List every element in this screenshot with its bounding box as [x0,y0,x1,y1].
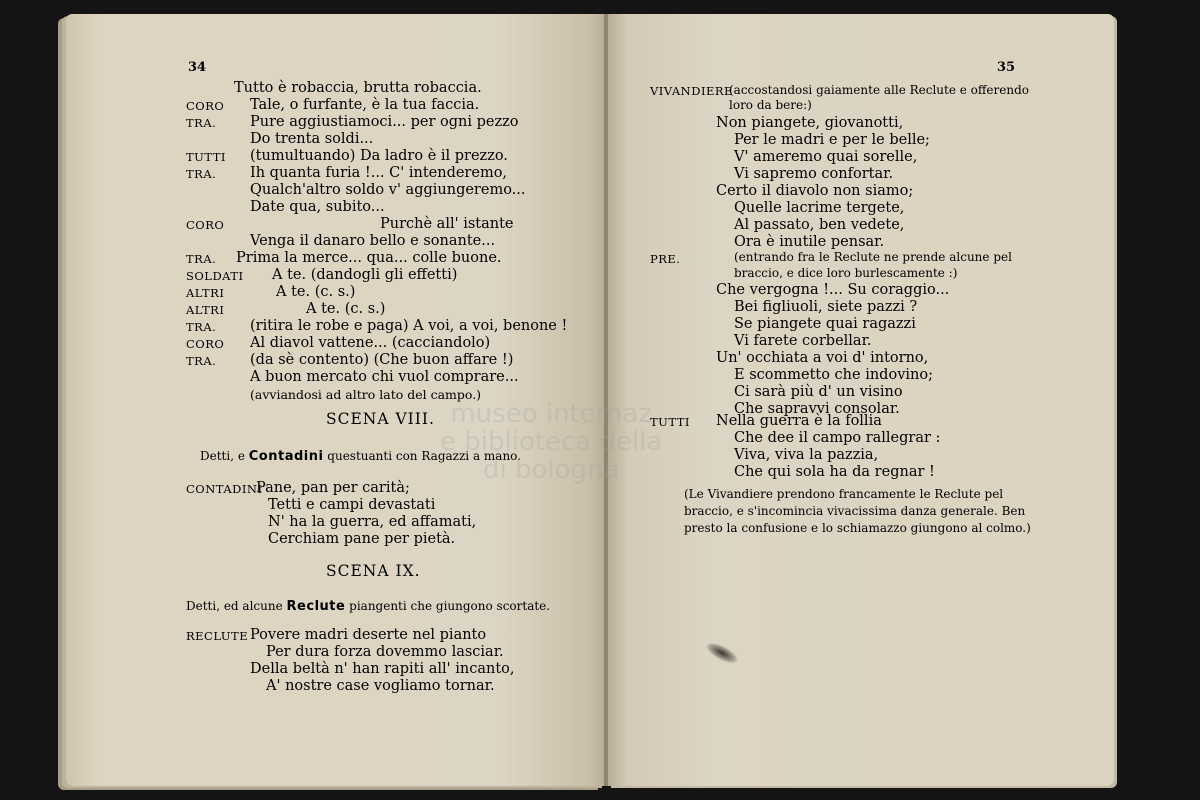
verse-line: Nella guerra è la follia [716,413,882,429]
verse-line: Prima la merce... qua... colle buone. [236,250,502,266]
verse-line: Se piangete quai ragazzi [734,316,916,332]
verse-line: Do trenta soldi... [250,131,374,147]
stage-direction: (entrando fra le Reclute ne prende alcune pel [734,250,1012,264]
verse-line: Che sapravvi consolar. [734,401,900,417]
direction-text: Detti, ed alcune [186,599,283,613]
speaker-label: ALTRI [186,303,225,317]
stage-direction: braccio, e s'incomincia vivacissima danza generale. Ben [684,504,1026,518]
stage-direction: (accostandosi gaiamente alle Reclute e offerendo [729,83,1030,97]
speaker-label: CORO [186,99,225,113]
scene-heading: SCENA IX. [326,562,421,580]
speaker-label: VIVANDIERE [650,84,733,98]
verse-line: (avviandosi ad altro lato del campo.) [250,387,482,402]
direction-text: piangenti che giungono scortate. [349,599,551,613]
verse-line: Viva, viva la pazzia, [734,447,879,463]
verse-line: Ci sarà più d' un visino [734,384,903,400]
verse-line: (tumultuando) Da ladro è il prezzo. [250,148,508,164]
verse-line: Non piangete, giovanotti, [716,115,904,131]
speaker-label: CORO [186,337,225,351]
verse-line: Per dura forza dovemmo lasciar. [266,644,504,660]
verse-line: Venga il danaro bello e sonante... [250,233,496,249]
speaker-label: SOLDATI [186,269,244,283]
verse-line: Pane, pan per carità; [256,480,410,496]
stage-direction: (Le Vivandiere prendono francamente le Reclute pel [684,487,1004,501]
speaker-label: TUTTI [186,150,226,164]
watermark [440,400,662,484]
speaker-label: RECLUTE [186,629,249,643]
verse-line: Al diavol vattene... (cacciandolo) [250,335,491,351]
stage-direction: loro da bere:) [729,98,812,112]
character-name: Contadini [248,449,324,464]
watermark-line: e biblioteca della [440,427,663,457]
verse-line: Vi sapremo confortar. [734,166,894,182]
verse-line: (ritira le robe e paga) A voi, a voi, benone ! [250,318,568,334]
speaker-label: ALTRI [186,286,225,300]
watermark-line: museo internaz [450,399,653,429]
verse-line: Vi farete corbellar. [734,333,872,349]
speaker-label: TUTTI [650,415,690,429]
verse-line: Per le madri e per le belle; [734,132,930,148]
verse-line: Qualch'altro soldo v' aggiungeremo... [250,182,526,198]
speaker-label: PRE. [650,252,681,266]
scene-heading: SCENA VIII. [326,410,435,428]
verse-line: E scommetto che indovino; [734,367,933,383]
verse-line: A' nostre case vogliamo tornar. [266,678,495,694]
verse-line: Che dee il campo rallegrar : [734,430,941,446]
verse-line: (da sè contento) (Che buon affare !) [250,352,514,368]
speaker-label: TRA. [186,320,217,334]
verse-line: Bei figliuoli, siete pazzi ? [734,299,918,315]
verse-line: Tale, o furfante, è la tua faccia. [250,97,480,113]
verse-line: Date qua, subito... [250,199,385,215]
speaker-label: CORO [186,218,225,232]
verse-line: Quelle lacrime tergete, [734,200,905,216]
speaker-label: CONTADINI [186,482,263,496]
verse-line: A te. (c. s.) [276,284,356,300]
speaker-label: TRA. [186,252,217,266]
verse-line: A buon mercato chi vuol comprare... [250,369,519,385]
verse-line: Ih quanta furia !... C' intenderemo, [250,165,508,181]
verse-line: Purchè all' istante [380,216,514,232]
verse-line: Tutto è robaccia, brutta robaccia. [234,80,482,96]
speaker-label: TRA. [186,167,217,181]
verse-line: Un' occhiata a voi d' intorno, [716,350,929,366]
verse-line: A te. (c. s.) [306,301,386,317]
verse-line: Pure aggiustiamoci... per ogni pezzo [250,114,519,130]
watermark-line: di bologna [482,455,620,485]
verse-line: Al passato, ben vedete, [734,217,905,233]
page-number: 34 [188,60,207,75]
verse-line: N' ha la guerra, ed affamati, [268,514,477,530]
stage-direction: presto la confusione e lo schiamazzo giungono al colmo.) [684,521,1031,535]
verse-line: Cerchiam pane per pietà. [268,531,456,547]
verse-line: Che vergogna !... Su coraggio... [716,282,950,298]
verse-line: Povere madri deserte nel pianto [250,627,487,643]
direction-text: Detti, e [200,449,245,463]
verse-line: Tetti e campi devastati [268,497,436,513]
verse-line: A te. (dandogli gli effetti) [272,267,458,283]
verse-line: V' ameremo quai sorelle, [734,149,918,165]
speaker-label: TRA. [186,354,217,368]
character-name: Reclute [286,599,346,614]
page-number: 35 [997,60,1016,75]
verse-line: Della beltà n' han rapiti all' incanto, [250,661,515,677]
speaker-label: TRA. [186,116,217,130]
direction-text: questuanti con Ragazzi a mano. [327,449,522,463]
verse-line: Che qui sola ha da regnar ! [734,464,935,480]
stage-direction: braccio, e dice loro burlescamente :) [734,266,958,280]
stage-direction [186,598,550,615]
verse-line: Certo il diavolo non siamo; [716,183,914,199]
verse-line: Ora è inutile pensar. [734,234,885,250]
